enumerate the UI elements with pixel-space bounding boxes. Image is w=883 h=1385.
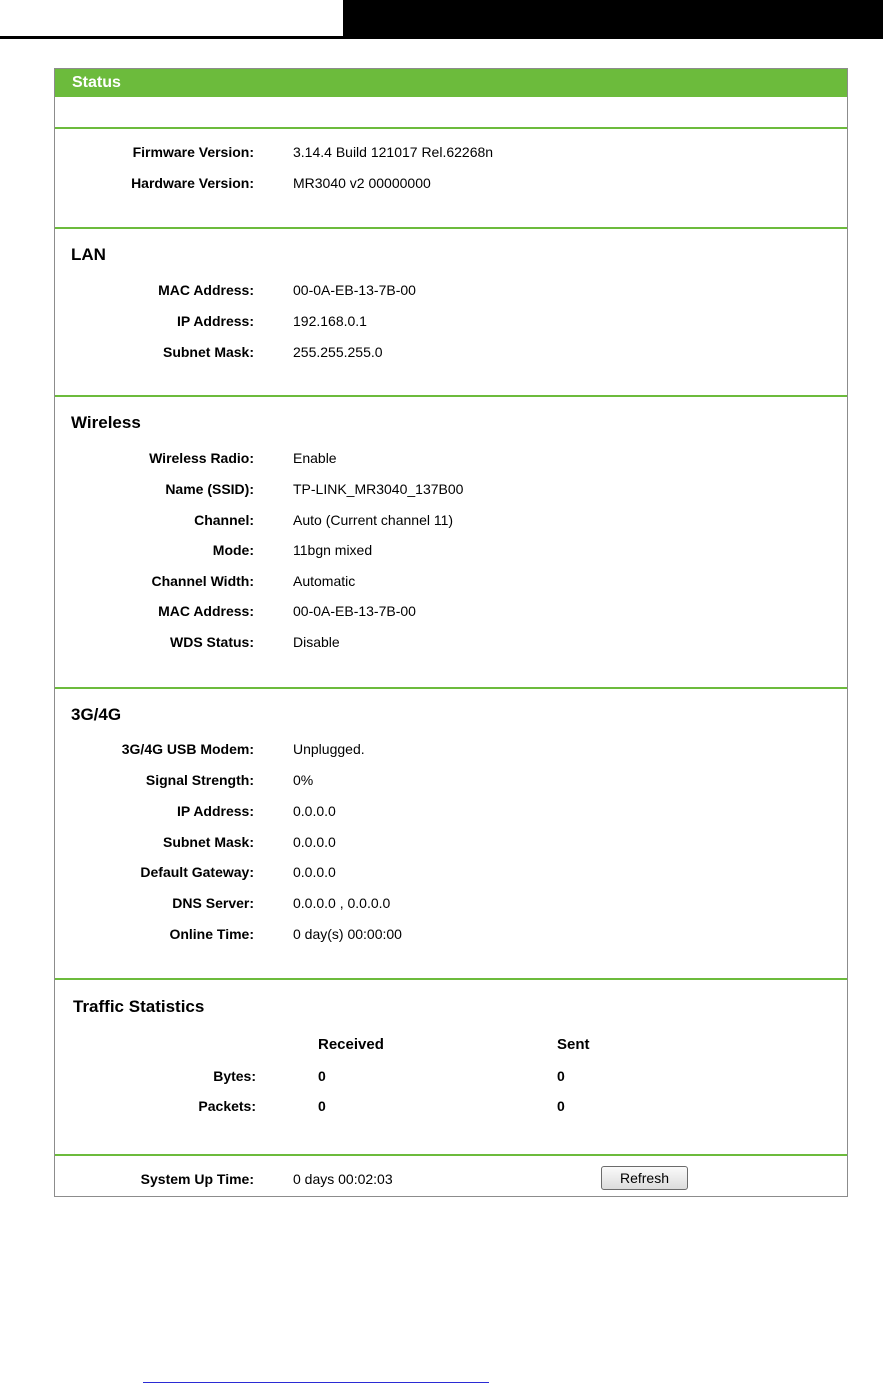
- section-divider: [55, 227, 847, 229]
- 3g4g-signal-row: [55, 770, 847, 790]
- field-value: TP-LINK_MR3040_137B00: [293, 481, 464, 497]
- wireless-section-title: Wireless: [71, 413, 141, 432]
- 3g4g-subnet-row: [55, 832, 847, 852]
- field-label: 3G/4G USB Modem:: [121, 741, 254, 757]
- wireless-radio-row: [55, 448, 847, 468]
- bytes-sent-value: 0: [557, 1068, 565, 1084]
- field-value: 00-0A-EB-13-7B-00: [293, 603, 416, 619]
- traffic-sent-header: Sent: [557, 1036, 590, 1053]
- header-line: [0, 36, 343, 39]
- lan-subnet-row: [55, 342, 847, 362]
- 3g4g-dns-row: [55, 893, 847, 913]
- wireless-mac-row: [55, 601, 847, 621]
- field-value: Disable: [293, 634, 340, 650]
- header-bar: [343, 0, 883, 39]
- field-value: 192.168.0.1: [293, 313, 367, 329]
- bytes-received-value: 0: [318, 1068, 326, 1084]
- lan-ip-row: [55, 311, 847, 331]
- field-value: 255.255.255.0: [293, 344, 383, 360]
- section-divider: [55, 687, 847, 689]
- 3g4g-ip-row: [55, 801, 847, 821]
- field-value: 0.0.0.0: [293, 864, 336, 880]
- packets-sent-value: 0: [557, 1098, 565, 1114]
- refresh-button[interactable]: Refresh: [601, 1166, 688, 1190]
- traffic-bytes-row: [55, 1066, 847, 1086]
- field-label: Subnet Mask:: [162, 344, 254, 360]
- field-label: Name (SSID):: [165, 481, 254, 497]
- status-panel: [54, 68, 848, 1197]
- 3g4g-online-time-row: [55, 924, 847, 944]
- section-divider: [55, 1154, 847, 1156]
- 3g4g-gateway-row: [55, 862, 847, 882]
- field-value: 0.0.0.0: [293, 803, 336, 819]
- field-label: Online Time:: [169, 926, 254, 942]
- section-divider: [55, 127, 847, 129]
- field-value: Unplugged.: [293, 741, 365, 757]
- field-label: Wireless Radio:: [149, 450, 254, 466]
- field-label: Default Gateway:: [140, 864, 254, 880]
- system-uptime-row: [55, 1169, 847, 1189]
- field-label: Subnet Mask:: [162, 834, 254, 850]
- section-divider: [55, 978, 847, 980]
- field-value: MR3040 v2 00000000: [293, 175, 431, 191]
- wireless-wds-row: [55, 632, 847, 652]
- field-label: Channel:: [194, 512, 254, 528]
- field-label: Signal Strength:: [145, 772, 254, 788]
- lan-mac-row: [55, 280, 847, 300]
- wireless-channel-row: [55, 510, 847, 530]
- field-value: 0.0.0.0: [293, 834, 336, 850]
- field-label: Bytes:: [213, 1068, 256, 1084]
- field-label: Packets:: [198, 1098, 256, 1114]
- field-label: IP Address:: [176, 313, 254, 329]
- traffic-section-title: Traffic Statistics: [73, 997, 205, 1016]
- field-value: 0%: [293, 772, 314, 788]
- field-label: MAC Address:: [158, 603, 254, 619]
- 3g4g-modem-row: [55, 739, 847, 759]
- field-value: 00-0A-EB-13-7B-00: [293, 282, 416, 298]
- traffic-received-header: Received: [318, 1036, 384, 1053]
- 3g4g-section-title: 3G/4G: [71, 705, 122, 724]
- field-label: DNS Server:: [172, 895, 254, 911]
- field-value: 0 day(s) 00:00:00: [293, 926, 402, 942]
- field-value: 3.14.4 Build 121017 Rel.62268n: [293, 144, 494, 160]
- field-label: Firmware Version:: [132, 144, 254, 160]
- field-value: Enable: [293, 450, 337, 466]
- field-value: 11bgn mixed: [293, 542, 373, 558]
- wireless-channel-width-row: [55, 571, 847, 591]
- field-label: Mode:: [212, 542, 254, 558]
- field-value: 0 days 00:02:03: [293, 1171, 393, 1187]
- field-label: IP Address:: [176, 803, 254, 819]
- field-value: Auto (Current channel 11): [293, 512, 454, 528]
- panel-title: Status: [55, 69, 847, 97]
- hardware-version-row: [55, 173, 847, 193]
- wireless-ssid-row: [55, 479, 847, 499]
- field-label: Hardware Version:: [131, 175, 254, 191]
- lan-section-title: LAN: [71, 245, 106, 264]
- field-label: WDS Status:: [170, 634, 254, 650]
- wireless-mode-row: [55, 540, 847, 560]
- footer-link-underline: [143, 1382, 489, 1383]
- field-label: Channel Width:: [151, 573, 254, 589]
- traffic-packets-row: [55, 1096, 847, 1116]
- field-value: 0.0.0.0 , 0.0.0.0: [293, 895, 391, 911]
- section-divider: [55, 395, 847, 397]
- packets-received-value: 0: [318, 1098, 326, 1114]
- firmware-version-row: [55, 142, 847, 162]
- field-value: Automatic: [293, 573, 356, 589]
- field-label: MAC Address:: [158, 282, 254, 298]
- field-label: System Up Time:: [140, 1171, 254, 1187]
